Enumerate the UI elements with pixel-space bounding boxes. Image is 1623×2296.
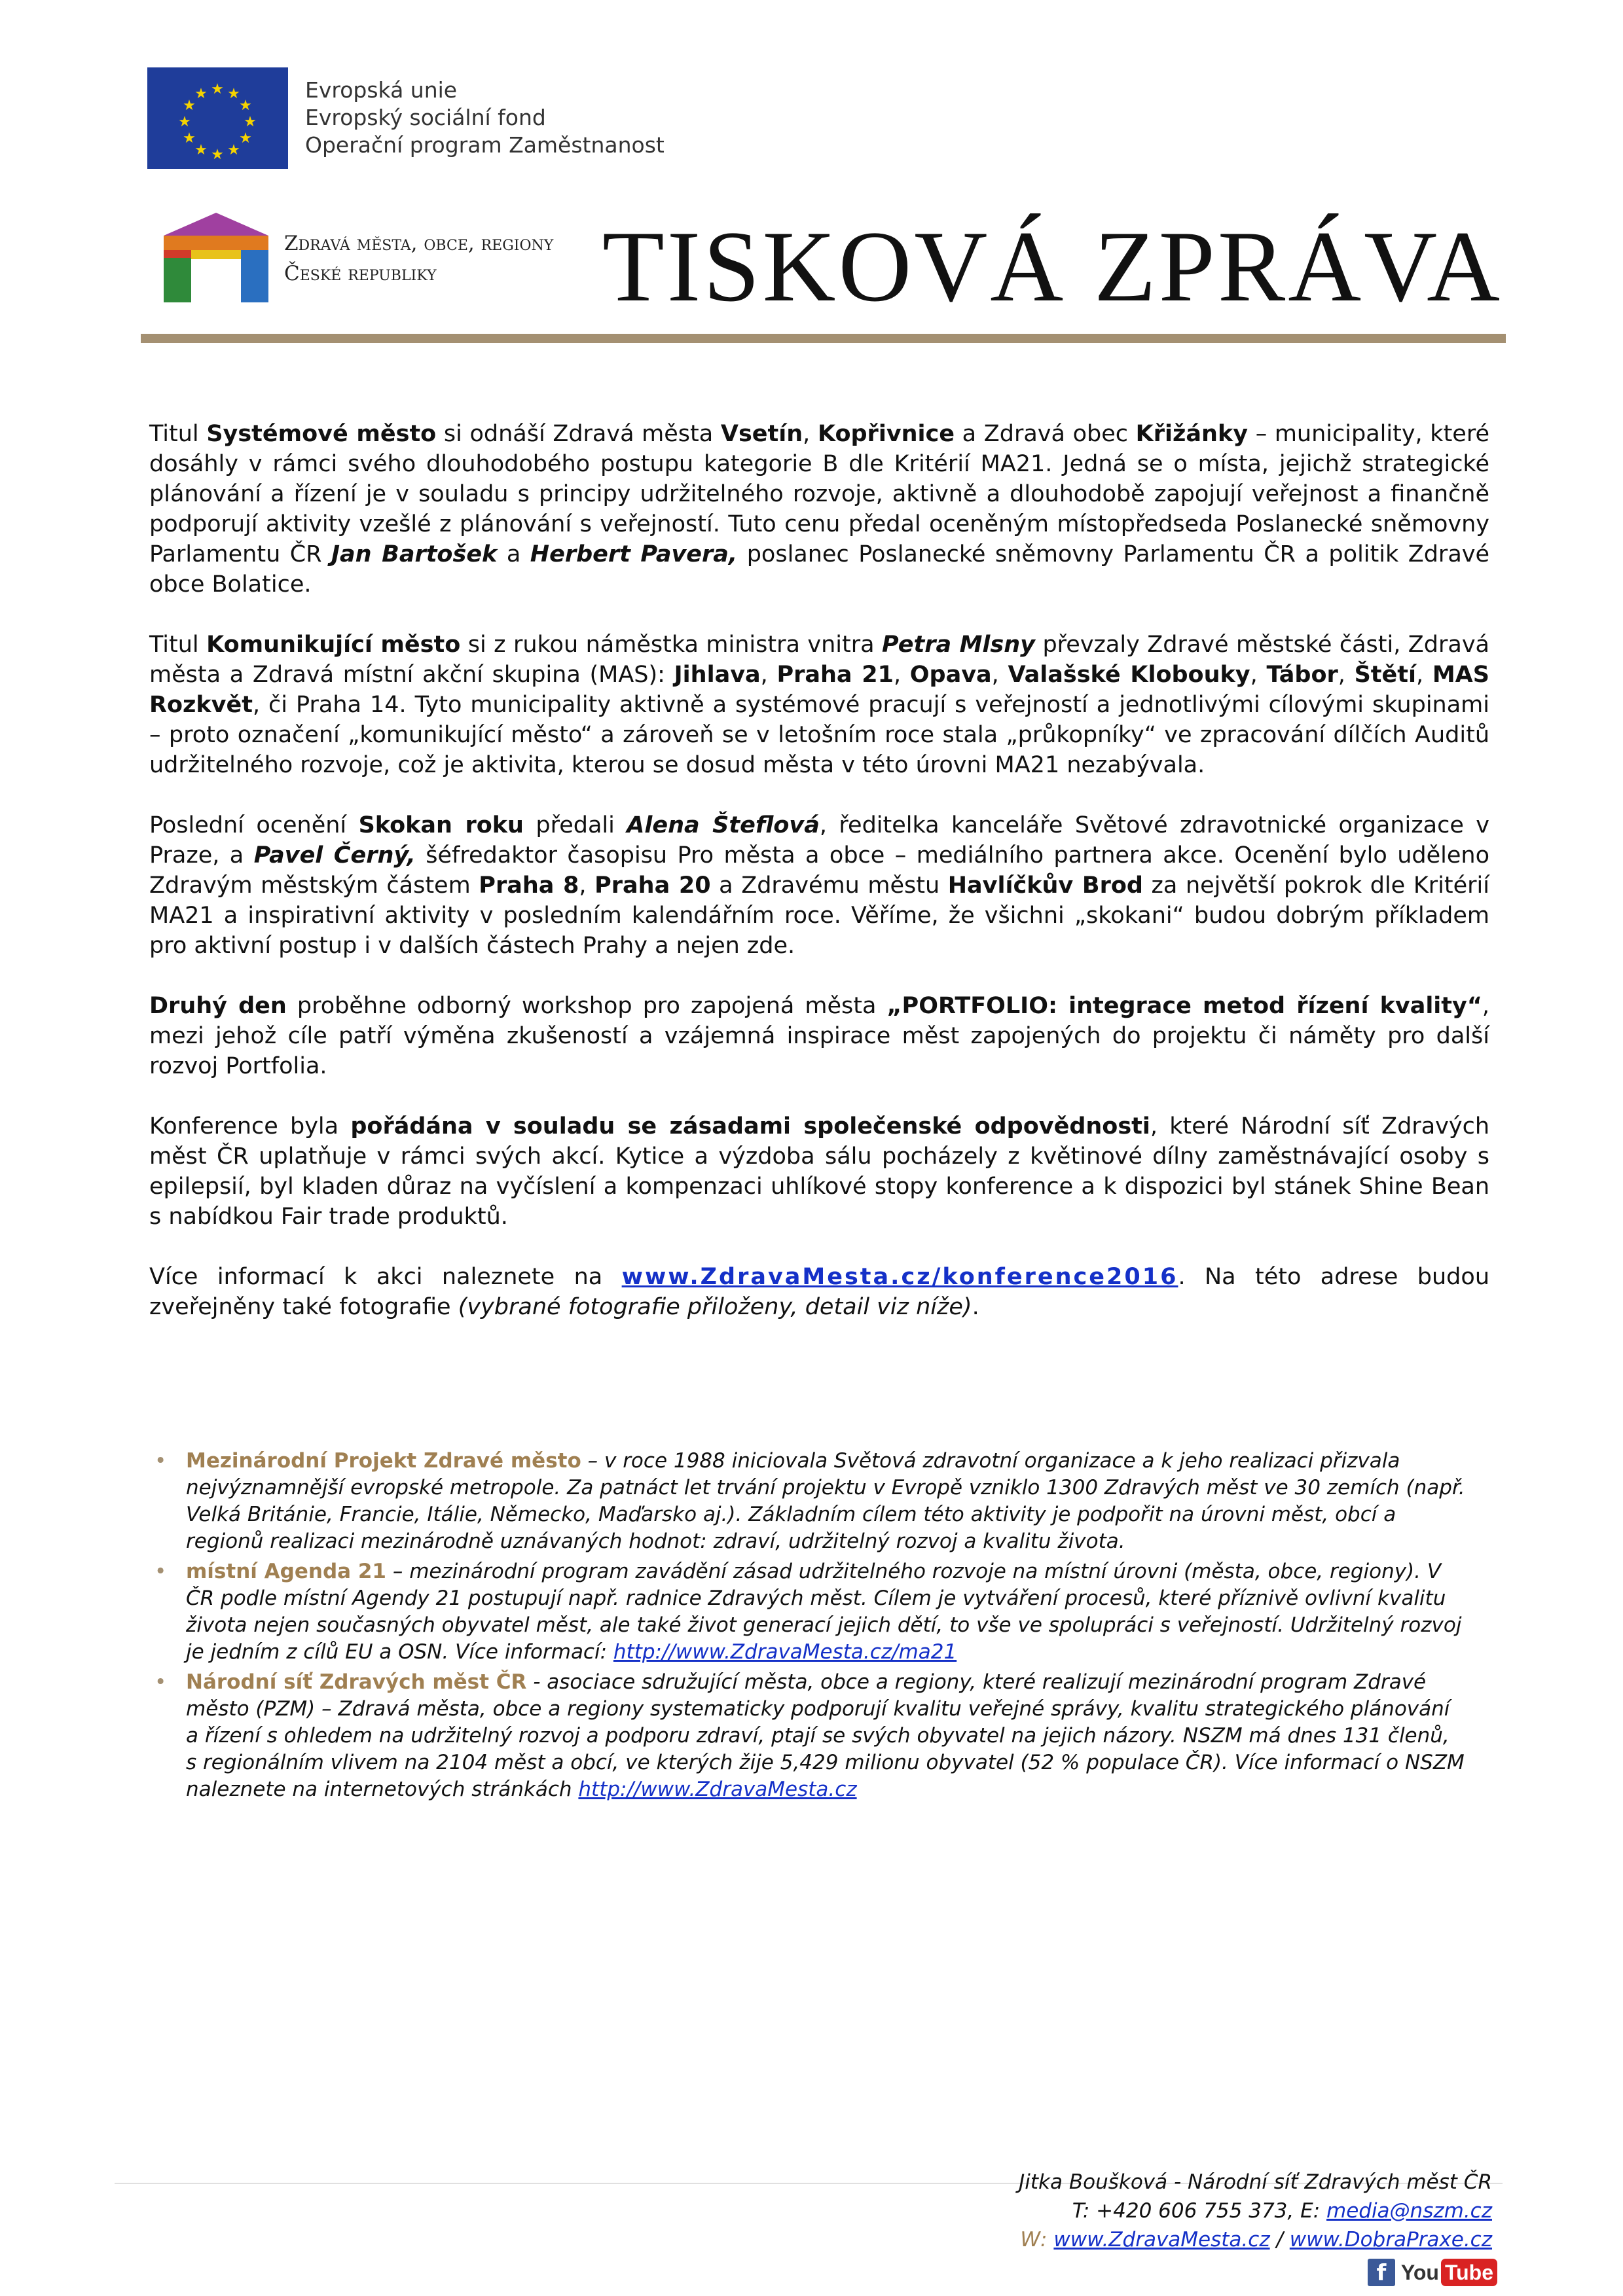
youtube-tube: Tube	[1441, 2259, 1497, 2286]
city-name: Opava	[909, 662, 992, 688]
text: předali	[523, 812, 627, 838]
person-name: Jan Bartošek	[331, 541, 498, 567]
text: – municipality, které dosáhly v rámci svého dlouhodobého postupu kategorie B dle Kritérií MA21. Jedná se o místa, jejichž strategické plánování a řízení je v souladu s principy udržitelného rozvoje, aktivně a dlouhodobě zapojují veřejnost a finančně podporují aktivity vzešlé z plánování s veřejností. Tuto cenu předal oceněným místopředseda Poslanecké sněmovny Parlamentu ČR	[149, 421, 1489, 567]
text: převzaly Zdravé městské části, Zdravá města a Zdravá místní akční skupina (MAS):	[149, 632, 1489, 688]
person-name: Herbert Pavera,	[530, 541, 738, 567]
note-text: – v roce 1988 iniciovala Světová zdravotní organizace a k jeho realizaci přizvala nejvýznamnější evropské metropole. Za patnáct let trvání projektu v Evropě vzniklo 1300 Zdravých měst ve 30 zemích (např. Velká Británie, Francie, Itálie, Německo, Maďarsko aj.). Základním cílem této aktivity je podpořit na úrovni měst, obcí a regionů realizaci mezinárodně uznávaných hodnot: zdraví, udržitelný rozvoj a kvalitu života.	[186, 1449, 1465, 1553]
email-link[interactable]: media@nszm.cz	[1326, 2199, 1492, 2223]
healthy-cities-text	[284, 228, 553, 289]
notes-list	[149, 1448, 1465, 1806]
conference-link[interactable]: www.ZdravaMesta.cz/konference2016	[621, 1264, 1178, 1290]
eu-line-2: Evropský sociální fond	[305, 105, 546, 130]
ma21-link[interactable]: http://www.ZdravaMesta.cz/ma21	[613, 1640, 957, 1664]
press-release-body	[149, 419, 1489, 1352]
text: , či Praha 14. Tyto municipality aktivně a systémové pracují s veřejností a jednotlivými cílovými skupinami – proto označení „komunikující město“ a zároveň se v letošním roce stala „průkopníky“ ve zpracování dílčích Auditů udržitelného rozvoje, což je aktivita, kterou se dosud města v této úrovni MA21 nezabývala.	[149, 692, 1489, 778]
logo-line-1: Zdravá města, obce, regiony	[284, 232, 554, 255]
city-name: Havlíčkův Brod	[947, 872, 1143, 899]
text: šéfredaktor časopisu Pro města a obce – mediálního partnera akce. Ocenění bylo uděleno Zdravým městským částem	[149, 842, 1489, 899]
zdravamesta-link[interactable]: www.ZdravaMesta.cz	[1053, 2228, 1270, 2251]
highlight: Druhý den	[149, 993, 287, 1019]
svg-text:★: ★	[227, 141, 240, 158]
nszm-link[interactable]: http://www.ZdravaMesta.cz	[578, 1778, 857, 1801]
healthy-cities-logo	[157, 209, 553, 308]
text: . Na této adrese budou zveřejněny také fotografie	[149, 1264, 1489, 1320]
eu-line-3: Operační program Zaměstnanost	[305, 132, 665, 158]
award-name: Skokan roku	[358, 812, 524, 838]
paragraph-systemove-mesto	[149, 419, 1489, 600]
award-name: Komunikující město	[206, 632, 461, 658]
web-line	[1019, 2225, 1492, 2254]
bullet-icon: •	[155, 1670, 167, 1694]
note-title: Národní síť Zdravých měst ČR	[186, 1670, 527, 1694]
text: , které Národní síť Zdravých měst ČR uplatňuje v rámci svých akcí. Kytice a výzdoba sálu pocházely z květinové dílny zaměstnávající osoby s epilepsií, byl kladen důraz na vyčíslení a kompenzaci uhlíkové stopy konference a k dispozici byl stánek Shine Bean s nabídkou Fair trade produktů.	[149, 1113, 1489, 1230]
text: ,	[1416, 662, 1432, 688]
paragraph-workshop	[149, 991, 1489, 1081]
logo-line-2: České republiky	[284, 262, 437, 285]
eu-text	[305, 77, 665, 159]
text: Titul	[149, 421, 207, 447]
text: poslanec Poslanecké sněmovny Parlamentu ČR a politik Zdravé obce Bolatice.	[149, 541, 1490, 598]
svg-text:★: ★	[239, 97, 252, 114]
city-name: Štětí	[1354, 662, 1416, 688]
svg-text:★: ★	[194, 141, 208, 158]
city-name: Praha 20	[594, 872, 711, 899]
youtube-icon[interactable]	[1399, 2258, 1497, 2287]
city-name: Valašské Klobouky	[1008, 662, 1250, 688]
city-name: Vsetín	[720, 421, 803, 447]
text: Konference byla	[149, 1113, 351, 1139]
text: ,	[803, 421, 818, 447]
dobrapraxe-link[interactable]: www.DobraPraxe.cz	[1289, 2228, 1492, 2251]
city-name: Jihlava	[674, 662, 761, 688]
text: ,	[1338, 662, 1355, 688]
svg-text:★: ★	[183, 130, 196, 147]
text: za největší pokrok dle Kritérií MA21 a inspirativní aktivity v posledním kalendářním roce. Věříme, že všichni „skokani“ budou dobrým příkladem pro aktivní postup i v dalších částech Prahy a nejen zde.	[149, 872, 1489, 959]
svg-text:★: ★	[194, 85, 208, 102]
web-label: W:	[1020, 2228, 1048, 2251]
note-title: Mezinárodní Projekt Zdravé město	[186, 1449, 581, 1473]
text: a	[497, 541, 530, 567]
person-name: Petra Mlsny	[882, 632, 1035, 658]
text: Více informací k akci naleznete na	[149, 1264, 622, 1290]
youtube-you: You	[1400, 2260, 1439, 2284]
svg-text:★: ★	[211, 81, 224, 98]
award-name: Systémové město	[206, 421, 437, 447]
text: .	[972, 1294, 979, 1320]
photo-note: (vybrané fotografie přiloženy, detail viz níže)	[458, 1294, 972, 1320]
person-name: Alena Šteflová	[627, 812, 820, 838]
svg-text:★: ★	[183, 97, 196, 114]
text: a Zdravá obec	[955, 421, 1136, 447]
bullet-icon: •	[155, 1449, 167, 1473]
list-item	[149, 1448, 1465, 1555]
svg-text:★: ★	[227, 85, 240, 102]
facebook-icon[interactable]: f	[1368, 2259, 1395, 2286]
paragraph-skokan-roku	[149, 810, 1489, 961]
paragraph-more-info	[149, 1262, 1489, 1322]
note-text: - asociace sdružující města, obce a regiony, které realizují mezinárodní program Zdravé město (PZM) – Zdravá města, obce a regiony systematicky podporují kvalitu veřejné správy, kvalitu strategického plánování a řízení s ohledem na udržitelný rozvoj a podporu zdraví, ptají se svých obyvatel na jejich názory. NSZM má dnes 131 členů, s regionálním vlivem na 2104 měst a obcí, ve kterých žije 5,429 milionu obyvatel (52 % populace ČR). Více informací o NSZM naleznete na internetových stránkách	[186, 1670, 1465, 1801]
svg-text:★: ★	[244, 113, 257, 130]
footer-contact	[1019, 2168, 1492, 2254]
list-item	[149, 1558, 1465, 1666]
paragraph-komunikujici-mesto	[149, 630, 1489, 780]
text: a Zdravému městu	[710, 872, 948, 899]
city-name: Praha 8	[479, 872, 579, 899]
contact-line	[1019, 2197, 1492, 2225]
text: proběhne odborný workshop pro zapojená města	[286, 993, 887, 1019]
svg-text:★: ★	[239, 130, 252, 147]
eu-flag-icon	[147, 67, 288, 169]
contact-name: Jitka Boušková - Národní síť Zdravých měst ČR	[1019, 2170, 1492, 2194]
city-name: Kopřivnice	[817, 421, 955, 447]
paragraph-csr	[149, 1111, 1489, 1232]
city-name: Tábor	[1266, 662, 1338, 688]
text: Titul	[149, 632, 207, 658]
text: ,	[760, 662, 777, 688]
text: si z rukou náměstka ministra vnitra	[460, 632, 883, 658]
page-title: TISKOVÁ ZPRÁVA	[602, 210, 1503, 323]
text: ,	[991, 662, 1008, 688]
list-item	[149, 1669, 1465, 1803]
eu-line-1: Evropská unie	[305, 77, 458, 103]
highlight: pořádána v souladu se zásadami společenské odpovědnosti	[350, 1113, 1150, 1139]
svg-text:★: ★	[178, 113, 191, 130]
text: ,	[579, 872, 595, 899]
note-text: – mezinárodní program zavádění zásad udržitelného rozvoje na místní úrovni (města, obce, regiony). V ČR podle místní Agendy 21 postupují např. radnice Zdravých měst. Cílem je vytváření procesů, které příznivě ovlivní kvalitu života nejen současných obyvatel měst, ale také život generací jejich dětí, to vše ve spolupráci s veřejností. Udržitelný rozvoj je jedním z cílů EU a OSN. Více informací:	[186, 1560, 1462, 1664]
bullet-icon: •	[155, 1560, 167, 1583]
web-separator: /	[1276, 2228, 1283, 2251]
city-name: Křižánky	[1135, 421, 1249, 447]
text: , mezi jehož cíle patří výměna zkušeností a vzájemná inspirace měst zapojených do projektu či náměty pro další rozvoj Portfolia.	[149, 993, 1489, 1079]
city-name: MAS Rozkvět	[149, 662, 1489, 718]
city-name: Praha 21	[776, 662, 894, 688]
text: Poslední ocenění	[149, 812, 359, 838]
text: , ředitelka kanceláře Světové zdravotnické organizace v Praze, a	[149, 812, 1490, 869]
social-links	[1368, 2258, 1497, 2287]
svg-text:★: ★	[211, 146, 224, 163]
workshop-name: „PORTFOLIO: integrace metod řízení kvality“	[886, 993, 1482, 1019]
person-name: Pavel Černý,	[253, 842, 416, 869]
contact-phone: T: +420 606 755 373, E:	[1072, 2199, 1326, 2223]
title-divider	[141, 334, 1506, 343]
text: si odnáší Zdravá města	[436, 421, 721, 447]
note-title: místní Agenda 21	[186, 1560, 387, 1583]
eu-logo-block	[147, 65, 665, 170]
healthy-cities-house-icon	[157, 209, 275, 308]
text: ,	[1250, 662, 1267, 688]
text: ,	[893, 662, 910, 688]
